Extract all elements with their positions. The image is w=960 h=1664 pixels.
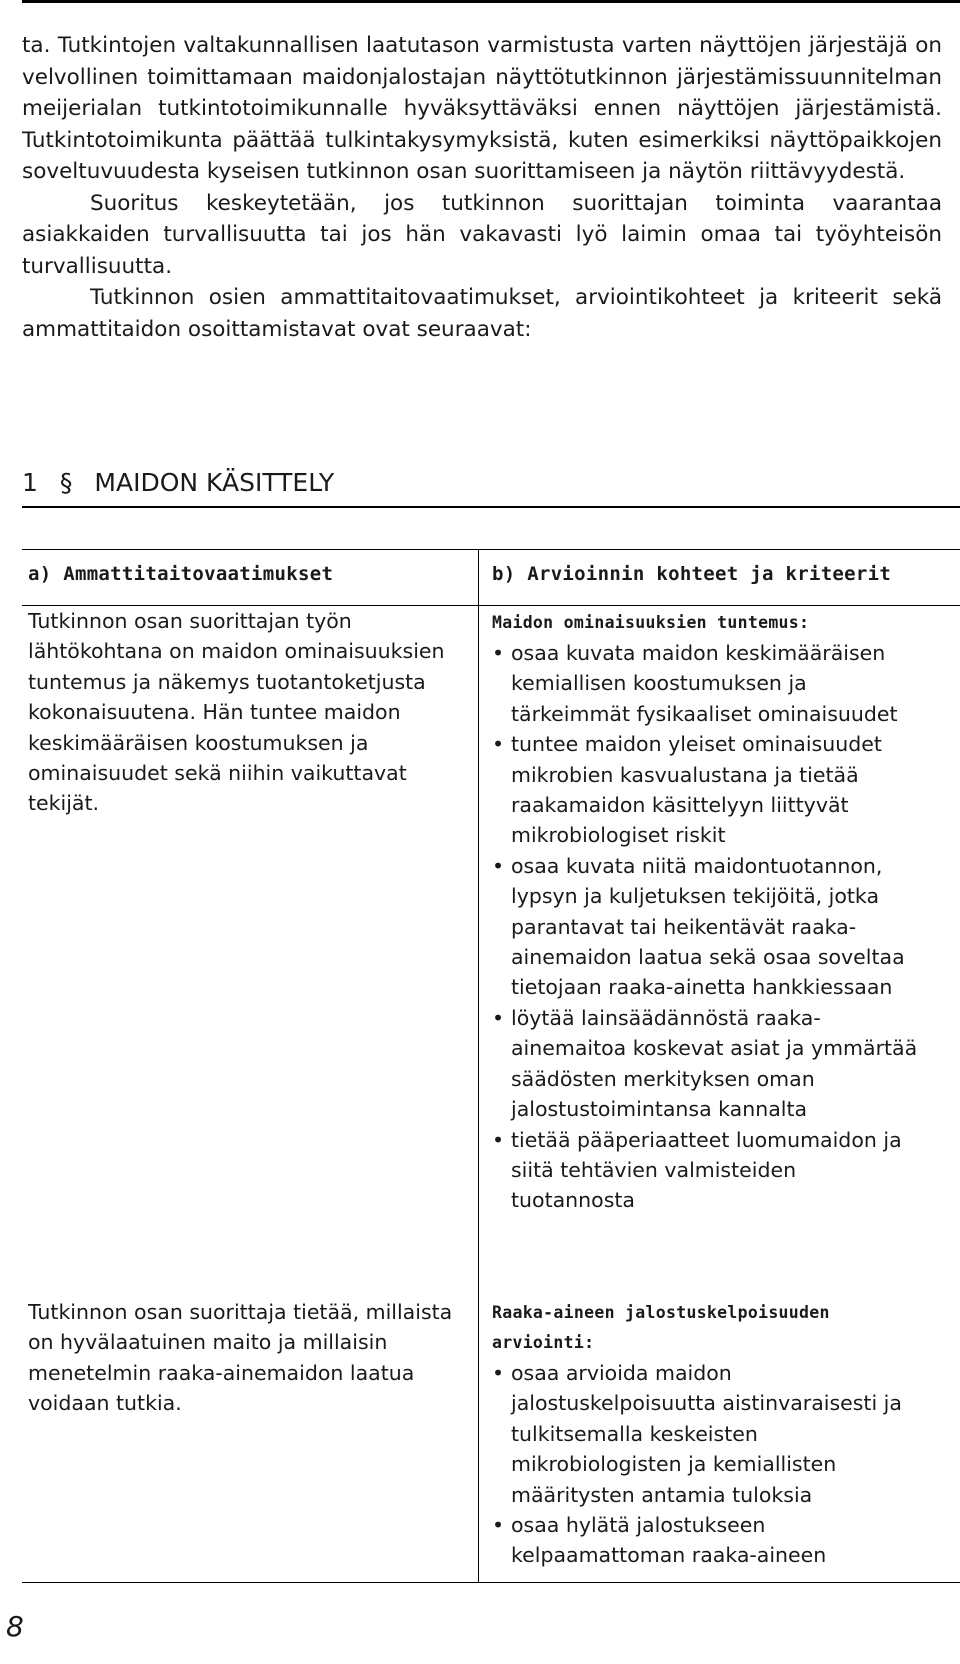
section-title: MAIDON KÄSITTELY [94, 468, 335, 497]
row2-criteria-subhead: Raaka-aineen jalostuskelpoisuuden arviointi: [492, 1303, 830, 1352]
section-heading [22, 468, 942, 497]
column-a-header: a) Ammattitaitovaatimukset [28, 563, 334, 585]
table-bottom-rule [22, 1582, 960, 1583]
list-item: • osaa hylätä jalostukseen kelpaamattoman raaka-aineen [492, 1510, 922, 1571]
list-item: • tuntee maidon yleiset ominaisuudet mikrobien kasvualustana ja tietää raakamaidon käsittelyyn liittyvät mikrobiologiset riskit [492, 729, 922, 851]
top-rule [22, 0, 960, 3]
row2-requirement: Tutkinnon osan suorittaja tietää, millaista on hyvälaatuinen maito ja millaisin menetelmin raaka-ainemaidon laatua voidaan tutkia. [28, 1300, 453, 1416]
table-top-rule [22, 549, 960, 550]
bullet-icon: • [492, 1361, 505, 1385]
intro-paragraph-3: Tutkinnon osien ammattitaitovaatimukset, arviointikohteet ja kriteerit sekä ammattitaidon osoittamistavat ovat seuraavat: [22, 285, 942, 342]
table-column-divider [478, 549, 479, 1582]
page-number: 8 [6, 1610, 24, 1643]
list-item: • osaa kuvata niitä maidontuotannon, lypsyn ja kuljetuksen tekijöitä, jotka parantavat tai heikentävät raaka-ainemaidon laatua sekä osaa soveltaa tietojaan raaka-ainetta hankkiessaan [492, 851, 922, 1003]
bullet-icon: • [492, 1127, 505, 1152]
bullet-icon: • [492, 641, 505, 665]
row2-criteria [492, 1298, 922, 1571]
bullet-icon: • [492, 732, 505, 757]
row1-requirement: Tutkinnon osan suorittajan työn lähtökohtana on maidon ominaisuuksien tuntemus ja näkemys tuotantoketjusta kokonaisuutena. Hän tuntee maidon keskimääräisen koostumuksen ja ominaisuudet sekä niihin vaikuttavat tekijät. [28, 609, 445, 816]
row1-criteria [492, 608, 922, 1216]
list-item: • löytää lainsäädännöstä raaka-ainemaitoa koskevat asiat ja ymmärtää säädösten merkityksen oman jalostustoimintansa kannalta [492, 1003, 922, 1125]
bullet-icon: • [492, 1513, 505, 1538]
list-item: • tietää pääperiaatteet luomumaidon ja siitä tehtävien valmisteiden tuotannosta [492, 1125, 922, 1216]
row1-criteria-list [492, 638, 922, 1216]
list-item: • osaa arvioida maidon jalostuskelpoisuutta aistinvaraisesti ja tulkitsemalla keskeisten mikrobiologisten ja kemiallisten määritysten antamia tuloksia [492, 1358, 922, 1510]
intro-paragraph-2: Suoritus keskeytetään, jos tutkinnon suorittajan toiminta vaarantaa asiakkaiden turvallisuutta tai jos hän vakavasti lyö laimin omaa tai työyhteisön turvallisuutta. [22, 190, 942, 279]
column-b-header: b) Arvioinnin kohteet ja kriteerit [492, 563, 892, 585]
bullet-icon: • [492, 1005, 505, 1030]
list-item: • osaa kuvata maidon keskimääräisen kemiallisen koostumuksen ja tärkeimmät fysikaaliset ominaisuudet [492, 638, 922, 729]
section-number: 1 [22, 468, 38, 497]
row1-criteria-subhead: Maidon ominaisuuksien tuntemus: [492, 613, 810, 632]
bullet-icon: • [492, 853, 505, 878]
row2-criteria-list [492, 1358, 922, 1571]
section-symbol: § [59, 468, 73, 497]
intro-paragraph-1: ta. Tutkintojen valtakunnallisen laatutason varmistusta varten näyttöjen järjestäjä on velvollinen toimittamaan maidonjalostajan näyttötutkinnon järjestämissuunnitelman meijerialan tutkintotoimikunnalle hyväksyttäväksi ennen näyttöjen järjestämistä. Tutkintotoimikunta päättää tulkintakysymyksistä, kuten esimerkiksi näyttöpaikkojen soveltuvuudesta kyseisen tutkinnon osan suorittamiseen ja näytön riittävyydestä. [22, 33, 942, 184]
intro-text [22, 30, 942, 345]
section-rule [22, 506, 960, 508]
